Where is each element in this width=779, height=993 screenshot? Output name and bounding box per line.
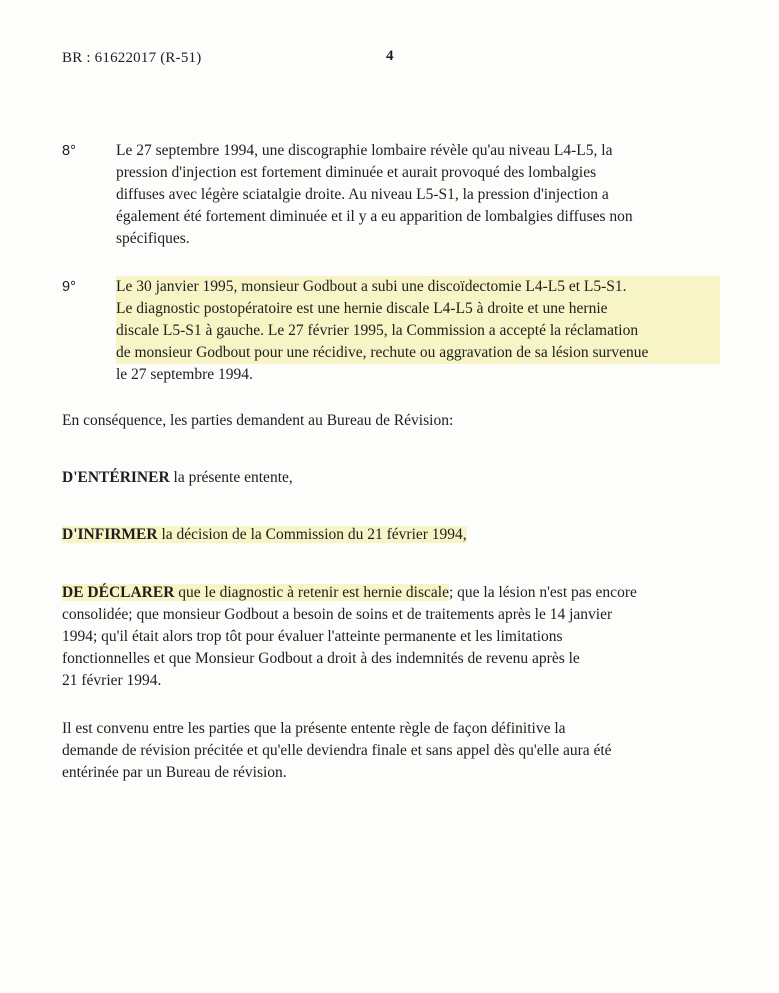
request-verb: D'INFIRMER [62,526,158,543]
declare-line: consolidée; que monsieur Godbout a besoin de soins et de traitements après le 14 janvier [62,606,613,623]
item-line: pression d'injection est fortement diminuée et aurait provoqué des lombalgies [116,164,597,181]
conclusion-line: demande de révision précitée et qu'elle deviendra finale et sans appel dès qu'elle aura été [62,742,612,759]
highlighted-line: Le diagnostic postopératoire est une hernie discale L4-L5 à droite et une hernie [116,298,720,320]
conclusion-line: entérinée par un Bureau de révision. [62,764,287,781]
reference-number: BR : 61622017 (R-51) [62,50,202,66]
item-number: 9° [62,279,76,295]
request-text: la présente entente, [169,469,293,486]
declare-line: 1994; qu'il était alors trop tôt pour évaluer l'atteinte permanente et les limitations [62,628,563,645]
item-line: diffuses avec légère sciatalgie droite. Au niveau L5-S1, la pression d'injection a [116,186,609,203]
conclusion-paragraph [62,718,719,784]
declare-verb: DE DÉCLARER [62,584,175,601]
request-text: la décision de la Commission du 21 février 1994, [157,526,467,543]
item-number: 8° [62,143,76,159]
highlighted-line: de monsieur Godbout pour une récidive, rechute ou aggravation de sa lésion survenue [116,342,720,364]
declare-line: fonctionnelles et que Monsieur Godbout a droit à des indemnités de revenu après le [62,650,580,667]
highlighted-line: Le 30 janvier 1995, monsieur Godbout a subi une discoïdectomie L4-L5 et L5-S1. [116,276,720,298]
item-line: également été fortement diminuée et il y a eu apparition de lombalgies diffuses non [116,208,633,225]
item-line: Le 27 septembre 1994, une discographie lombaire révèle qu'au niveau L4-L5, la [116,142,613,159]
request-enteriner [62,467,719,489]
consequence-paragraph: En conséquence, les parties demandent au Bureau de Révision: [62,412,454,429]
numbered-item-9 [62,276,720,386]
page-number: 4 [386,48,394,64]
request-infirmer [62,524,719,546]
declare-line: 21 février 1994. [62,672,162,689]
declare-highlighted-text: que le diagnostic à retenir est hernie discale [174,584,449,601]
numbered-item-8 [62,140,720,250]
declare-paragraph [62,582,719,692]
request-verb: D'ENTÉRINER [62,469,170,486]
item-line: spécifiques. [116,230,190,247]
declare-text: ; que la lésion n'est pas encore [448,584,637,601]
highlighted-line: discale L5-S1 à gauche. Le 27 février 1995, la Commission a accepté la réclamation [116,320,720,342]
conclusion-line: Il est convenu entre les parties que la présente entente règle de façon définitive la [62,720,566,737]
item-line: le 27 septembre 1994. [116,366,253,383]
